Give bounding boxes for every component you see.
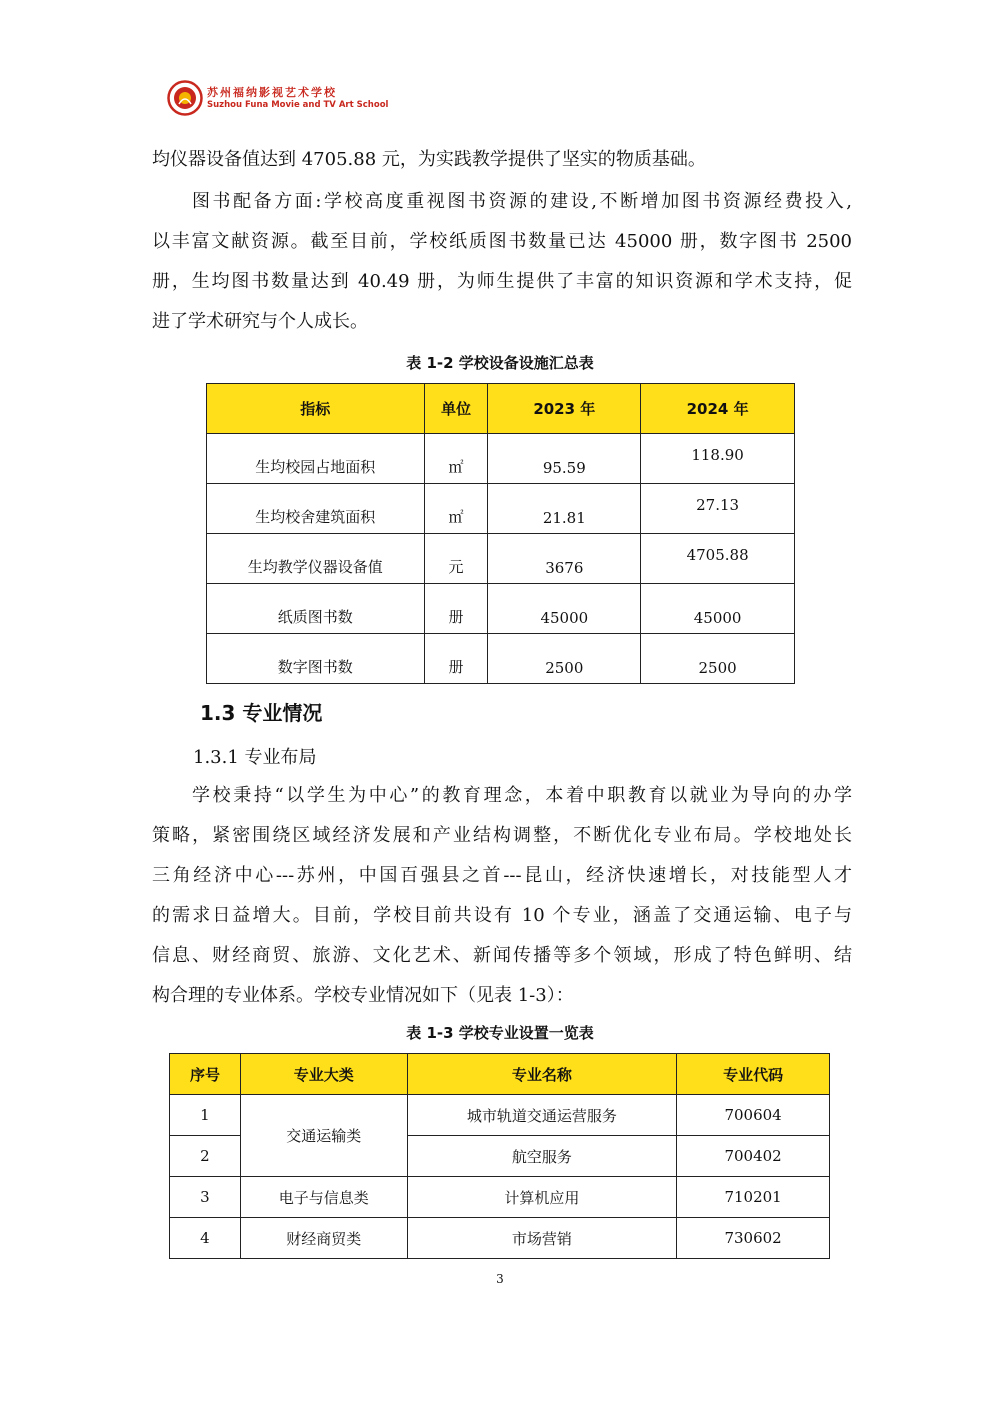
table-row	[207, 584, 795, 634]
paragraph-majors	[152, 776, 852, 1016]
logo-chinese-name: 苏州福纳影视艺术学校	[207, 85, 337, 99]
text-line: 册，生均图书数量达到 40.49 册，为师生提供了丰富的知识资源和学术支持，促	[152, 271, 852, 292]
major-code-cell: 730602	[677, 1218, 830, 1259]
indicator-cell: 生均校舍建筑面积	[207, 484, 425, 534]
indicator-cell: 生均教学仪器设备值	[207, 534, 425, 584]
column-header: 2023 年	[488, 384, 641, 434]
text-line: 三角经济中心---苏州，中国百强县之首---昆山，经济快速增长，对技能型人才	[152, 865, 852, 886]
column-header: 专业代码	[677, 1054, 830, 1095]
section-heading: 1.3 专业情况	[200, 701, 323, 725]
equipment-summary-table	[206, 383, 795, 684]
text-line: 均仪器设备值达到 4705.88 元，为实践教学提供了坚实的物质基础。	[152, 149, 706, 170]
indicator-cell: 数字图书数	[207, 634, 425, 684]
text-line: 学校秉持“以学生为中心”的教育理念，本着中职教育以就业为导向的办学	[192, 785, 852, 806]
category-cell: 交通运输类	[240, 1095, 407, 1177]
major-code-cell: 700402	[677, 1136, 830, 1177]
major-name-cell: 航空服务	[407, 1136, 677, 1177]
table-row	[170, 1095, 830, 1136]
indicator-cell: 生均校园占地面积	[207, 434, 425, 484]
paragraph-library	[152, 182, 852, 342]
text-line: 的需求日益增大。目前，学校目前共设有 10 个专业，涵盖了交通运输、电子与	[152, 905, 852, 926]
text-line: 策略，紧密围绕区域经济发展和产业结构调整，不断优化专业布局。学校地处长	[152, 825, 852, 846]
paragraph-equipment-value	[152, 140, 852, 180]
table-row	[207, 434, 795, 484]
table-header-row	[170, 1054, 830, 1095]
major-code-cell: 700604	[677, 1095, 830, 1136]
value-2024-cell: 2500	[641, 634, 795, 684]
school-logo	[167, 80, 388, 116]
value-2023-cell: 3676	[488, 534, 641, 584]
major-code-cell: 710201	[677, 1177, 830, 1218]
column-header: 单位	[424, 384, 488, 434]
column-header: 序号	[170, 1054, 241, 1095]
column-header: 专业名称	[407, 1054, 677, 1095]
major-name-cell: 计算机应用	[407, 1177, 677, 1218]
text-line: 以丰富文献资源。截至目前，学校纸质图书数量已达 45000 册，数字图书 2500	[152, 231, 852, 252]
value-2024-cell: 118.90	[641, 434, 795, 484]
school-emblem-icon	[167, 80, 203, 116]
number-cell: 2	[170, 1136, 241, 1177]
unit-cell: ㎡	[424, 484, 488, 534]
unit-cell: 册	[424, 584, 488, 634]
value-2023-cell: 95.59	[488, 434, 641, 484]
text-line: 信息、财经商贸、旅游、文化艺术、新闻传播等多个领域，形成了特色鲜明、结	[152, 945, 852, 966]
column-header: 指标	[207, 384, 425, 434]
number-cell: 4	[170, 1218, 241, 1259]
column-header: 2024 年	[641, 384, 795, 434]
value-2024-cell: 27.13	[641, 484, 795, 534]
table-header-row	[207, 384, 795, 434]
value-2023-cell: 2500	[488, 634, 641, 684]
major-name-cell: 市场营销	[407, 1218, 677, 1259]
table-caption: 表 1-2 学校设备设施汇总表	[406, 354, 594, 372]
table-row	[207, 534, 795, 584]
value-2023-cell: 45000	[488, 584, 641, 634]
major-name-cell: 城市轨道交通运营服务	[407, 1095, 677, 1136]
unit-cell: ㎡	[424, 434, 488, 484]
column-header: 专业大类	[240, 1054, 407, 1095]
text-line: 图书配备方面:学校高度重视图书资源的建设,不断增加图书资源经费投入,	[192, 191, 852, 212]
text-line: 构合理的专业体系。学校专业情况如下（见表 1-3）：	[152, 985, 574, 1006]
majors-table	[169, 1053, 830, 1259]
page-number: 3	[496, 1272, 504, 1286]
indicator-cell: 纸质图书数	[207, 584, 425, 634]
unit-cell: 元	[424, 534, 488, 584]
table-row	[207, 484, 795, 534]
number-cell: 1	[170, 1095, 241, 1136]
table-row	[170, 1177, 830, 1218]
value-2023-cell: 21.81	[488, 484, 641, 534]
value-2024-cell: 4705.88	[641, 534, 795, 584]
subsection-heading: 1.3.1 专业布局	[193, 747, 317, 768]
category-cell: 财经商贸类	[240, 1218, 407, 1259]
number-cell: 3	[170, 1177, 241, 1218]
logo-english-name: Suzhou Funa Movie and TV Art School	[207, 99, 389, 110]
table-row	[170, 1218, 830, 1259]
value-2024-cell: 45000	[641, 584, 795, 634]
text-line: 进了学术研究与个人成长。	[152, 311, 368, 332]
unit-cell: 册	[424, 634, 488, 684]
category-cell: 电子与信息类	[240, 1177, 407, 1218]
table-caption: 表 1-3 学校专业设置一览表	[406, 1024, 594, 1042]
table-row	[207, 634, 795, 684]
